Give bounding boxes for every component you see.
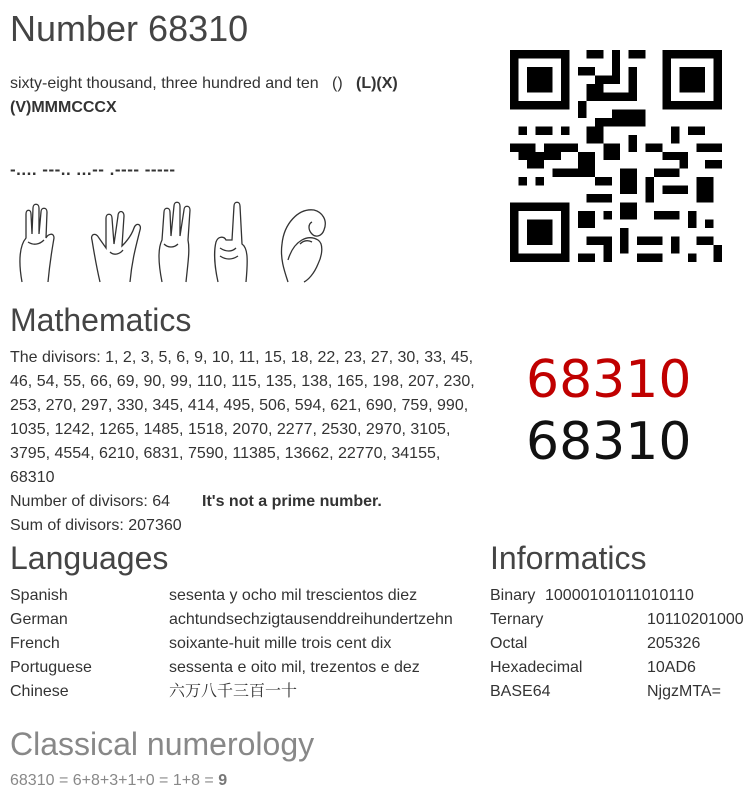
hand-eight-icon [92, 212, 141, 283]
languages-heading: Languages [10, 540, 169, 576]
lang-text-french: soixante-huit mille trois cent dix [169, 635, 392, 652]
prime-status: It's not a prime number. [202, 493, 382, 510]
lang-text-chinese: 六万八千三百一十 [169, 683, 298, 700]
ternary-value: 10110201000 [647, 611, 744, 628]
number-description [10, 72, 480, 120]
numerology-result: 9 [218, 772, 228, 789]
morse-code: -.... ---.. ...-- .---- ----- [10, 160, 176, 179]
numerology-calculation [10, 772, 227, 790]
divisors-list: The divisors: 1, 2, 3, 5, 6, 9, 10, 11, 15, 18, 22, 23, 27, 30, 33, 45, 46, 54, 55, 66, 69, 90, 99, 110, 115, 135, 138, 165, 198, 207, 230, 253, 270, 297, 330, 345, 414, 495, 506, 594, 621, 690, 759, 990, 1035, 1242, 1265, 1485, 1518, 2070, 2277, 2530, 2970, 3105, 3795, 4554, 6210, 6831, 7590, 11385, 13662, 22770, 34155, 68310 [10, 349, 475, 486]
octal-value: 205326 [647, 635, 701, 652]
numerology-heading: Classical numerology [10, 726, 315, 762]
number-of-divisors: Number of divisors: 64 [10, 493, 171, 510]
lang-label-french: French [10, 635, 60, 652]
octal-label: Octal [490, 635, 528, 652]
sign-language-hands [14, 200, 334, 284]
hand-one-icon [215, 202, 248, 282]
parens: () [332, 75, 343, 92]
binary-value: 10000101011010110 [545, 587, 694, 604]
hand-zero-icon [281, 210, 325, 282]
qr-code [510, 50, 722, 262]
binary-label: Binary [490, 587, 536, 604]
big-number-red: 68310 [526, 350, 692, 410]
hand-three-icon [159, 202, 190, 282]
mathematics-heading: Mathematics [10, 302, 192, 338]
hexadecimal-value: 10AD6 [647, 659, 696, 676]
base64-value: NjgzMTA= [647, 683, 721, 700]
page-title: Number 68310 [10, 8, 249, 49]
lang-text-german: achtundsechzigtausenddreihundertzehn [169, 611, 453, 628]
lang-label-german: German [10, 611, 68, 628]
lang-label-spanish: Spanish [10, 587, 68, 604]
base64-label: BASE64 [490, 683, 551, 700]
sum-of-divisors: Sum of divisors: 207360 [10, 517, 182, 534]
numerology-formula: 68310 = 6+8+3+1+0 = 1+8 = [10, 772, 214, 789]
informatics-heading: Informatics [490, 540, 647, 576]
lang-label-portuguese: Portuguese [10, 659, 92, 676]
hand-six-icon [20, 204, 54, 282]
big-number-black: 68310 [526, 412, 692, 472]
ternary-label: Ternary [490, 611, 544, 628]
hexadecimal-label: Hexadecimal [490, 659, 583, 676]
lang-label-chinese: Chinese [10, 683, 69, 700]
lang-text-spanish: sesenta y ocho mil trescientos diez [169, 587, 418, 604]
number-in-words: sixty-eight thousand, three hundred and ten [10, 75, 319, 92]
roman-numeral: (L)(X)(V)MMMCCCX [10, 75, 398, 116]
lang-text-portuguese: sessenta e oito mil, trezentos e dez [169, 659, 420, 676]
